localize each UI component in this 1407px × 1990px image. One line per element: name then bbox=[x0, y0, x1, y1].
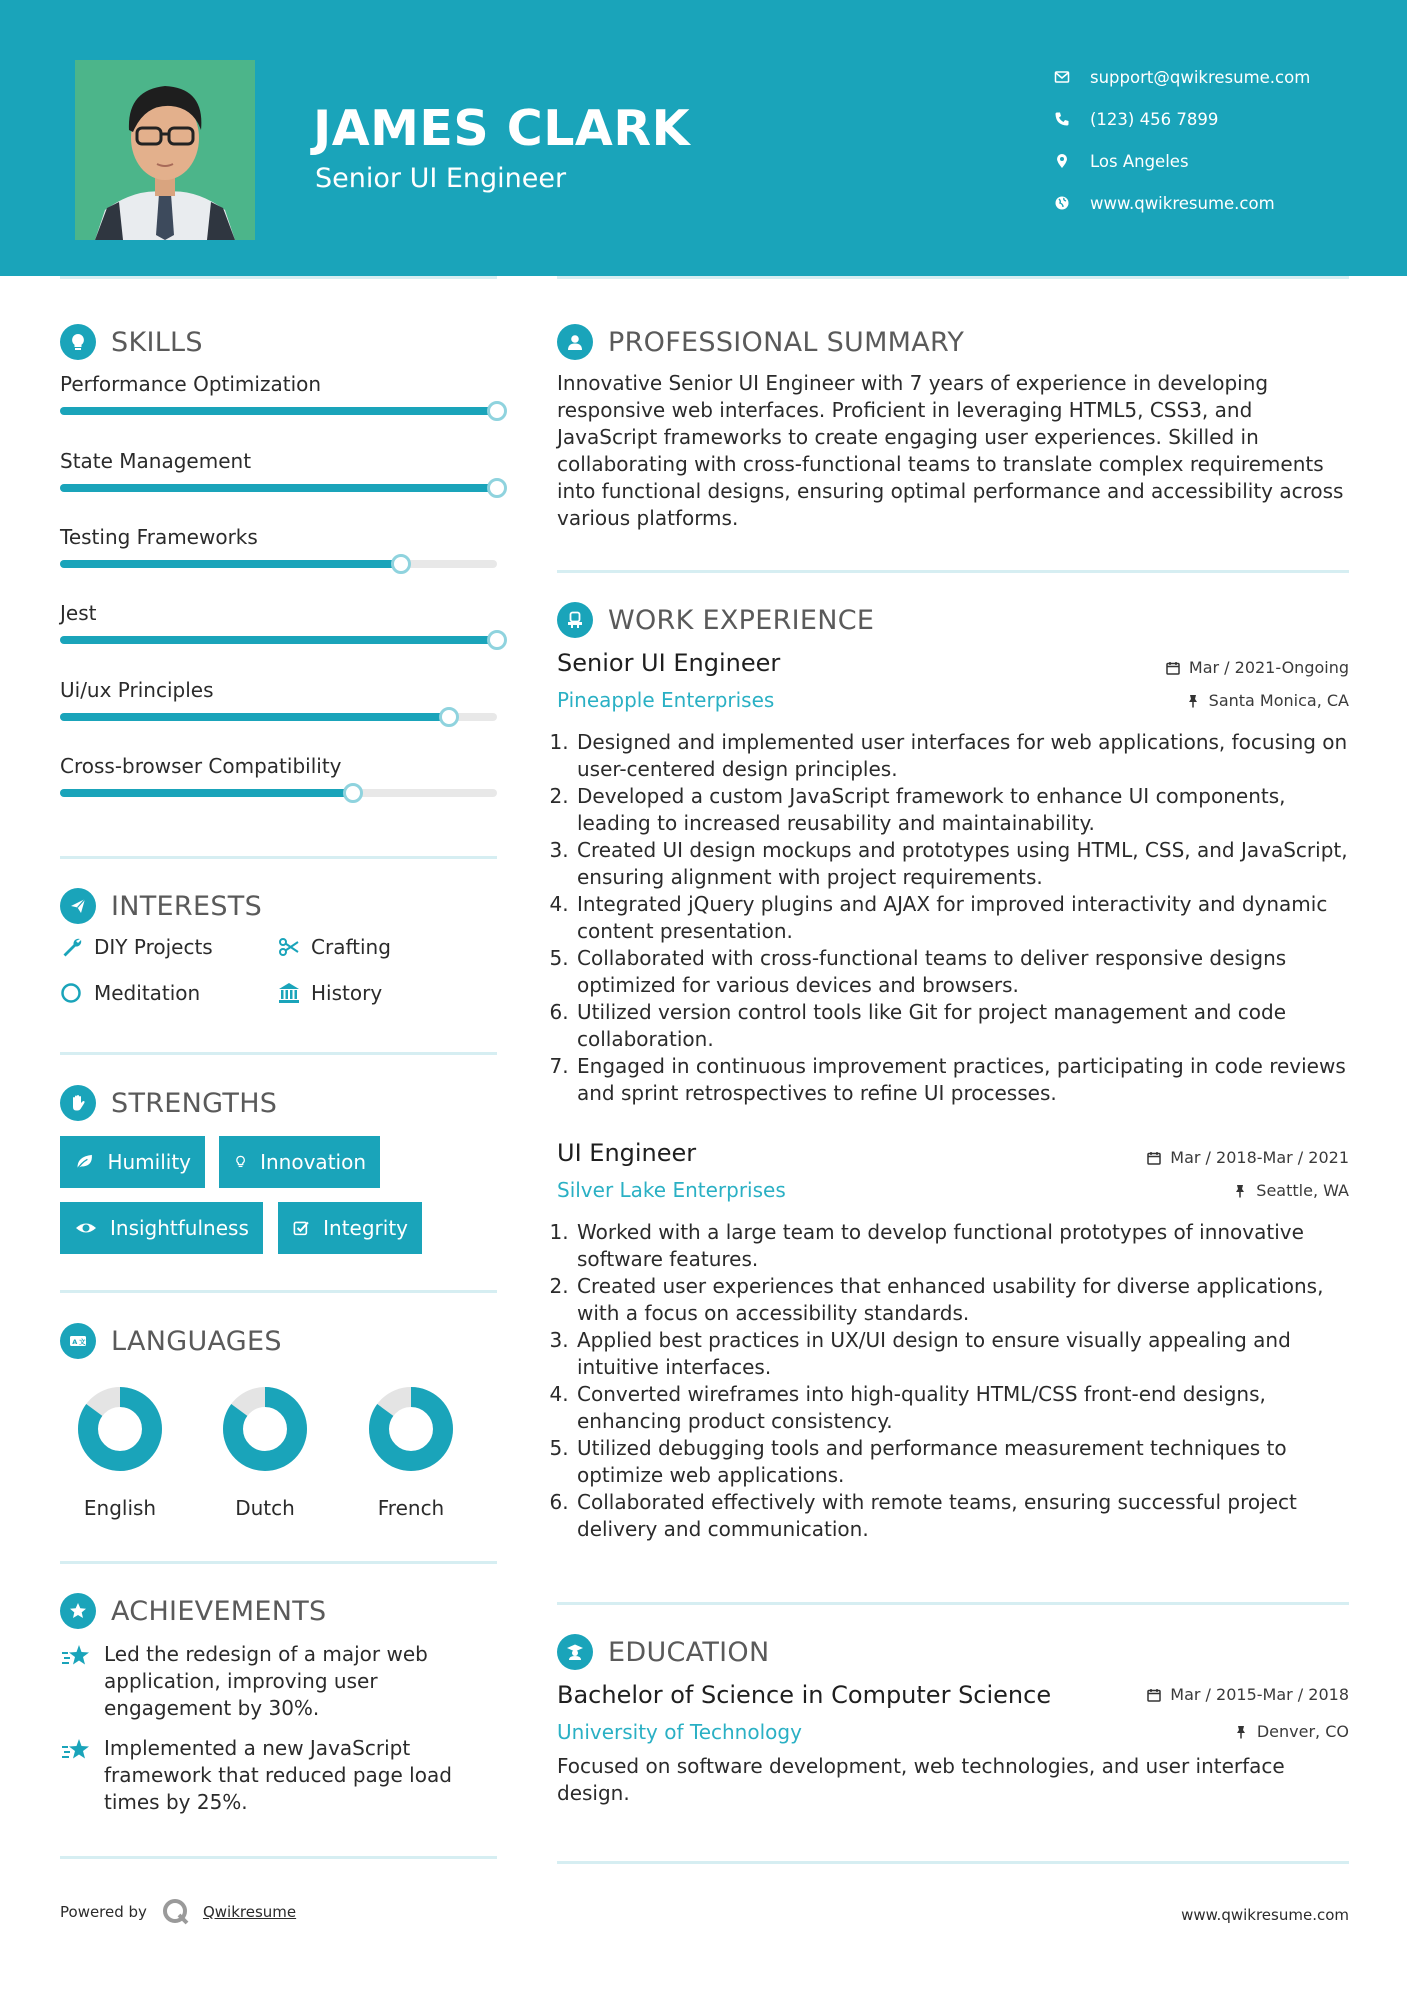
languages-title: LANGUAGES bbox=[111, 1325, 282, 1357]
powered-by-text: Powered by bbox=[60, 1903, 147, 1921]
briefcase-icon bbox=[557, 602, 593, 638]
duty-item: 6. Collaborated effectively with remote teams, ensuring successful project delivery and communication. bbox=[575, 1489, 1357, 1543]
education-location-text: Denver, CO bbox=[1256, 1722, 1349, 1741]
interests-heading bbox=[60, 888, 262, 924]
contact-email-text: support@qwikresume.com bbox=[1090, 67, 1311, 87]
duty-item: 3. Applied best practices in UX/UI design to ensure visually appealing and intuitive interfaces. bbox=[575, 1327, 1357, 1381]
interest-label: Crafting bbox=[311, 935, 391, 959]
skill-item bbox=[60, 754, 500, 778]
interest-item bbox=[277, 935, 391, 959]
star-badge-icon bbox=[60, 1593, 96, 1629]
achievements-title: ACHIEVEMENTS bbox=[111, 1595, 327, 1627]
job-location-text: Santa Monica, CA bbox=[1208, 691, 1349, 710]
achievement-text: Implemented a new JavaScript framework that reduced page load times by 25%. bbox=[104, 1736, 452, 1814]
phone-icon bbox=[1054, 111, 1090, 127]
duty-item: 2. Developed a custom JavaScript framework to enhance UI components, leading to increased reusability and maintainability. bbox=[575, 783, 1357, 837]
skill-name: Cross-browser Compatibility bbox=[60, 754, 342, 778]
footer-powered-by bbox=[60, 1897, 296, 1927]
summary-title: PROFESSIONAL SUMMARY bbox=[608, 326, 965, 358]
check-square-icon bbox=[292, 1216, 311, 1240]
education-location bbox=[1234, 1722, 1349, 1741]
achievements-heading bbox=[60, 1593, 327, 1629]
skill-name: Testing Frameworks bbox=[60, 525, 258, 549]
profile-photo bbox=[75, 60, 255, 240]
language-item bbox=[195, 1384, 335, 1520]
globe-icon bbox=[1054, 195, 1090, 211]
strength-label: Insightfulness bbox=[110, 1216, 249, 1240]
interest-label: History bbox=[311, 981, 383, 1005]
header-divider-left bbox=[60, 276, 497, 279]
job-title: Senior UI Engineer bbox=[557, 649, 781, 677]
header-divider-right bbox=[557, 276, 1349, 279]
language-ring bbox=[220, 1384, 310, 1474]
language-ring bbox=[366, 1384, 456, 1474]
language-name: French bbox=[377, 1496, 445, 1520]
contact-location bbox=[1054, 140, 1394, 182]
skill-bar-knob bbox=[487, 478, 507, 498]
achievement-item bbox=[60, 1641, 500, 1722]
degree-title: Bachelor of Science in Computer Science bbox=[557, 1681, 1052, 1709]
skill-name: State Management bbox=[60, 449, 252, 473]
lightbulb-icon bbox=[60, 324, 96, 360]
graduate-icon bbox=[557, 1634, 593, 1670]
duty-item: 2. Created user experiences that enhanced usability for diverse applications, with a focus on accessibility standards. bbox=[575, 1273, 1357, 1327]
strength-chip bbox=[278, 1202, 422, 1254]
skill-bar-fill bbox=[60, 636, 497, 644]
language-item bbox=[341, 1384, 481, 1520]
skill-name: Jest bbox=[60, 601, 97, 625]
strength-label: Integrity bbox=[323, 1216, 408, 1240]
language-name: English bbox=[83, 1496, 157, 1520]
achievement-text: Led the redesign of a major web application, improving user engagement by 30%. bbox=[104, 1642, 428, 1720]
duty-item: 1. Designed and implemented user interfaces for web applications, focusing on user-centered design principles. bbox=[575, 729, 1357, 783]
section-divider bbox=[60, 1052, 497, 1055]
job-location bbox=[1186, 691, 1349, 710]
duty-item: 5. Utilized debugging tools and performance measurement techniques to optimize web applications. bbox=[575, 1435, 1357, 1489]
duty-item: 4. Integrated jQuery plugins and AJAX for improved interactivity and dynamic content presentation. bbox=[575, 891, 1357, 945]
skill-bar-knob bbox=[391, 554, 411, 574]
skill-item bbox=[60, 601, 500, 625]
education-dates bbox=[1147, 1685, 1349, 1704]
contact-phone[interactable] bbox=[1054, 98, 1394, 140]
skill-bar-fill bbox=[60, 407, 497, 415]
skill-bar bbox=[60, 407, 497, 415]
strength-label: Humility bbox=[107, 1150, 191, 1174]
duty-item: 1. Worked with a large team to develop functional prototypes of innovative software features. bbox=[575, 1219, 1357, 1273]
summary-text: Innovative Senior UI Engineer with 7 years of experience in developing responsive web interfaces. Proficient in leveraging HTML5, CSS3, and JavaScript frameworks to create engaging user experiences. Skilled in collaborating with cross-functional teams to translate complex requirements into functional designs, ensuring optimal performance and accessibility across various platforms. bbox=[557, 371, 1344, 530]
hand-icon bbox=[60, 1085, 96, 1121]
language-name: Dutch bbox=[235, 1496, 295, 1520]
duty-item: 5. Collaborated with cross-functional teams to deliver responsive designs optimized for various devices and browsers. bbox=[575, 945, 1357, 999]
lightbulb-icon bbox=[233, 1150, 248, 1174]
pushpin-icon bbox=[1234, 1725, 1248, 1739]
header-banner bbox=[0, 0, 1407, 276]
contact-location-text: Los Angeles bbox=[1090, 151, 1189, 171]
interest-item bbox=[60, 981, 200, 1005]
skill-name: Performance Optimization bbox=[60, 372, 322, 396]
interest-label: Meditation bbox=[94, 981, 201, 1005]
skill-bar-knob bbox=[487, 401, 507, 421]
calendar-icon bbox=[1147, 1688, 1161, 1702]
svg-text:A: A bbox=[72, 1338, 78, 1346]
envelope-icon bbox=[1054, 69, 1090, 85]
skill-item bbox=[60, 525, 500, 549]
interest-item bbox=[60, 935, 213, 959]
section-divider bbox=[557, 1602, 1349, 1605]
skill-bar bbox=[60, 636, 497, 644]
section-divider bbox=[557, 570, 1349, 573]
skill-bar bbox=[60, 560, 497, 568]
circle-icon bbox=[60, 981, 84, 1005]
calendar-icon bbox=[1166, 661, 1180, 675]
contact-website[interactable] bbox=[1054, 182, 1394, 224]
strength-chip bbox=[60, 1202, 263, 1254]
calendar-icon bbox=[1147, 1151, 1161, 1165]
section-divider bbox=[60, 1856, 497, 1859]
candidate-name: JAMES CLARK bbox=[313, 100, 691, 157]
achievement-item bbox=[60, 1735, 500, 1816]
job-duties bbox=[557, 729, 1357, 1107]
company-name: Pineapple Enterprises bbox=[557, 688, 775, 712]
education-description: Focused on software development, web technologies, and user interface design. bbox=[557, 1754, 1285, 1805]
duty-item: 3. Created UI design mockups and prototypes using HTML, CSS, and JavaScript, ensuring alignment with project requirements. bbox=[575, 837, 1357, 891]
interest-label: DIY Projects bbox=[94, 935, 213, 959]
language-icon bbox=[60, 1323, 96, 1359]
experience-title: WORK EXPERIENCE bbox=[608, 604, 875, 636]
scissors-icon bbox=[277, 935, 301, 959]
section-divider bbox=[60, 1290, 497, 1293]
section-divider bbox=[60, 856, 497, 859]
duty-item: 4. Converted wireframes into high-quality HTML/CSS front-end designs, enhancing product consistency. bbox=[575, 1381, 1357, 1435]
company-name: Silver Lake Enterprises bbox=[557, 1178, 786, 1202]
skill-name: Ui/ux Principles bbox=[60, 678, 214, 702]
section-divider bbox=[60, 1561, 497, 1564]
candidate-title: Senior UI Engineer bbox=[315, 163, 567, 194]
job-dates-text: Mar / 2021-Ongoing bbox=[1188, 658, 1349, 677]
languages-heading bbox=[60, 1323, 282, 1359]
strength-chip bbox=[60, 1136, 205, 1188]
pushpin-icon bbox=[1233, 1184, 1247, 1198]
strength-label: Innovation bbox=[260, 1150, 366, 1174]
job-duties bbox=[557, 1219, 1357, 1543]
skills-title: SKILLS bbox=[111, 326, 203, 358]
education-title: EDUCATION bbox=[608, 1636, 770, 1668]
experience-heading bbox=[557, 602, 874, 638]
job-title: UI Engineer bbox=[557, 1139, 697, 1167]
duty-item: 6. Utilized version control tools like Git for project management and code collaboration. bbox=[575, 999, 1357, 1053]
job-location bbox=[1233, 1181, 1349, 1200]
job-dates bbox=[1147, 1148, 1349, 1167]
skill-item bbox=[60, 449, 500, 473]
skill-bar-fill bbox=[60, 560, 401, 568]
skill-item bbox=[60, 678, 500, 702]
education-dates-text: Mar / 2015-Mar / 2018 bbox=[1170, 1685, 1349, 1704]
eye-icon bbox=[74, 1216, 98, 1240]
footer-website-link[interactable]: www.qwikresume.com bbox=[1181, 1906, 1349, 1924]
education-heading bbox=[557, 1634, 769, 1670]
star-icon bbox=[60, 1737, 92, 1765]
contact-email[interactable] bbox=[1054, 56, 1394, 98]
skill-bar bbox=[60, 713, 497, 721]
school-name: University of Technology bbox=[557, 1720, 802, 1744]
skill-bar bbox=[60, 484, 497, 492]
bank-icon bbox=[277, 981, 301, 1005]
paper-plane-icon bbox=[60, 888, 96, 924]
strengths-heading bbox=[60, 1085, 277, 1121]
star-icon bbox=[60, 1643, 92, 1671]
svg-text:文: 文 bbox=[79, 1338, 86, 1346]
skill-item bbox=[60, 372, 500, 396]
skill-bar-fill bbox=[60, 713, 449, 721]
section-divider bbox=[557, 1861, 1349, 1864]
job-dates bbox=[1166, 658, 1349, 677]
map-pin-icon bbox=[1054, 153, 1090, 169]
language-item bbox=[50, 1384, 190, 1520]
footer-brand-link[interactable]: Qwikresume bbox=[202, 1903, 297, 1921]
duty-item: 7. Engaged in continuous improvement practices, participating in code reviews and sprint retrospectives to refine UI processes. bbox=[575, 1053, 1357, 1107]
pushpin-icon bbox=[1186, 694, 1200, 708]
skill-bar-fill bbox=[60, 484, 497, 492]
job-dates-text: Mar / 2018-Mar / 2021 bbox=[1170, 1148, 1349, 1167]
interests-title: INTERESTS bbox=[111, 890, 263, 922]
skills-heading bbox=[60, 324, 203, 360]
leaf-icon bbox=[74, 1150, 95, 1174]
strength-chip bbox=[219, 1136, 380, 1188]
skill-bar-knob bbox=[439, 707, 459, 727]
skill-bar-knob bbox=[487, 630, 507, 650]
strengths-title: STRENGTHS bbox=[111, 1087, 278, 1119]
language-ring bbox=[75, 1384, 165, 1474]
contact-website-text: www.qwikresume.com bbox=[1090, 193, 1275, 213]
skill-bar-fill bbox=[60, 789, 353, 797]
user-icon bbox=[557, 324, 593, 360]
summary-heading bbox=[557, 324, 964, 360]
qwikresume-logo-icon bbox=[161, 1897, 191, 1927]
interest-item bbox=[277, 981, 382, 1005]
contact-phone-text: (123) 456 7899 bbox=[1090, 109, 1219, 129]
skill-bar bbox=[60, 789, 497, 797]
contact-list bbox=[1054, 56, 1394, 224]
skill-bar-knob bbox=[343, 783, 363, 803]
job-location-text: Seattle, WA bbox=[1256, 1181, 1349, 1200]
wrench-icon bbox=[60, 935, 84, 959]
